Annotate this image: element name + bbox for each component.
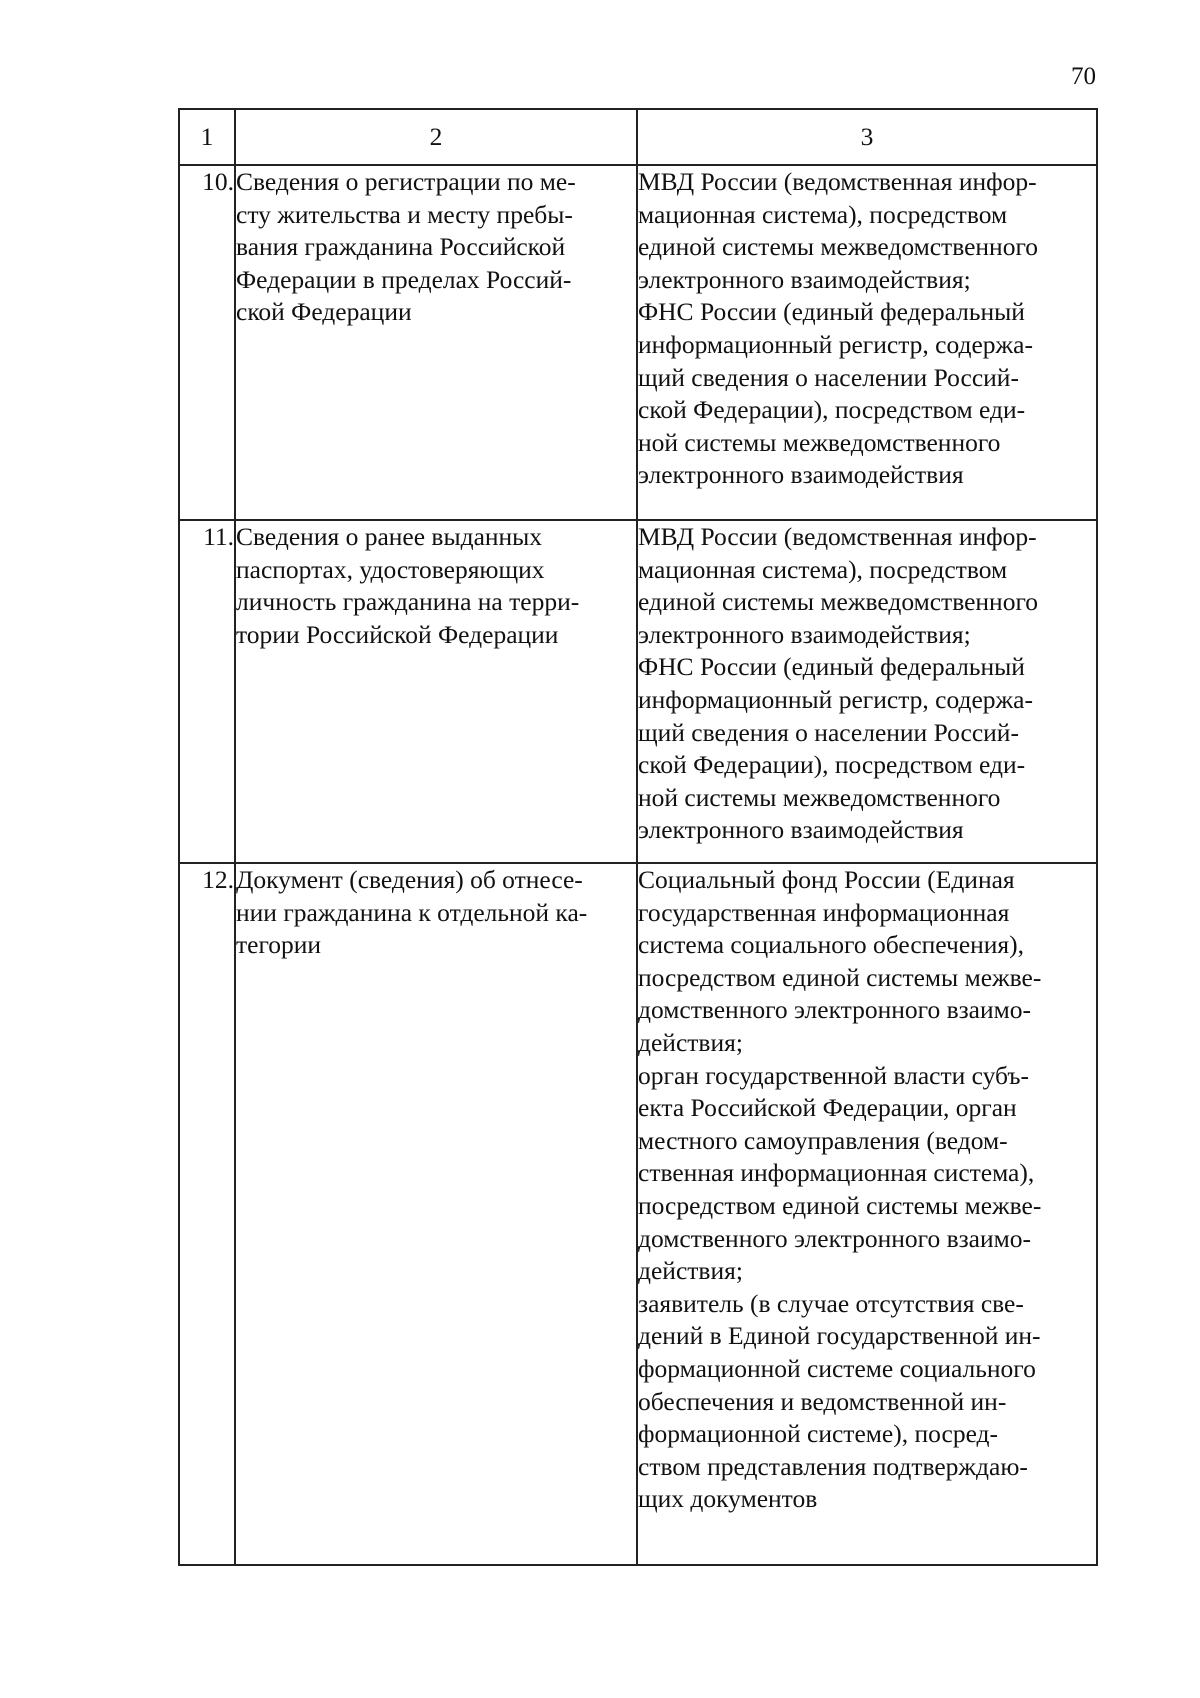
text-line: тории Российской Федерации bbox=[236, 619, 559, 649]
table-header-row bbox=[179, 109, 1097, 165]
column-header-source: 3 bbox=[637, 109, 1097, 165]
text-line: обеспечения и ведомственной ин- bbox=[638, 1386, 1007, 1416]
text-line: действия; bbox=[638, 1027, 743, 1057]
text-line: личность гражданина на терри- bbox=[236, 587, 580, 617]
text-line: домственного электронного взаимо- bbox=[638, 995, 1032, 1025]
text-line: домственного электронного взаимо- bbox=[638, 1223, 1032, 1253]
text-line: информационный регистр, содержа- bbox=[638, 684, 1033, 714]
text-line: паспортах, удостоверяющих bbox=[236, 554, 545, 584]
row-source-cell bbox=[637, 863, 1097, 1565]
row-number: 12. bbox=[179, 863, 235, 1565]
row-number: 10. bbox=[179, 165, 235, 520]
text-line: информационный регистр, содержа- bbox=[638, 329, 1033, 359]
text-line: дений в Единой государственной ин- bbox=[638, 1321, 1041, 1351]
text-line: орган государственной власти субъ- bbox=[638, 1060, 1030, 1090]
text-line: ской Федерации), посредством еди- bbox=[638, 750, 1026, 780]
text-line: Социальный фонд России (Единая bbox=[638, 865, 1015, 894]
text-line: местного самоуправления (ведом- bbox=[638, 1125, 1008, 1155]
row-source-cell bbox=[637, 165, 1097, 520]
column-header-number: 1 bbox=[179, 109, 235, 165]
text-line: Сведения о ранее выданных bbox=[236, 522, 543, 551]
row-name-cell bbox=[235, 520, 637, 863]
text-line: ством представления подтверждаю- bbox=[638, 1451, 1028, 1481]
text-line: ФНС России (единый федеральный bbox=[638, 652, 1025, 682]
text-line: вания гражданина Российской bbox=[236, 232, 566, 262]
text-line: МВД России (ведомственная инфор- bbox=[638, 522, 1037, 551]
text-line: система социального обеспечения), bbox=[638, 930, 1025, 960]
row-name-cell bbox=[235, 165, 637, 520]
text-line: единой системы межведомственного bbox=[638, 587, 1039, 617]
text-line: ной системы межведомственного bbox=[638, 782, 1001, 812]
text-line: Документ (сведения) об отнесе- bbox=[236, 865, 583, 894]
text-line: электронного взаимодействия; bbox=[638, 619, 971, 649]
text-line: тегории bbox=[236, 930, 322, 960]
row-source-cell bbox=[637, 520, 1097, 863]
text-line: Сведения о регистрации по ме- bbox=[236, 167, 576, 196]
text-line: ФНС России (единый федеральный bbox=[638, 297, 1025, 327]
text-line: посредством единой системы межве- bbox=[638, 1190, 1042, 1220]
text-line: формационной системе), посред- bbox=[638, 1419, 999, 1449]
text-line: электронного взаимодействия bbox=[638, 815, 964, 845]
table-row bbox=[179, 863, 1097, 1565]
row-number: 11. bbox=[179, 520, 235, 863]
column-header-name: 2 bbox=[235, 109, 637, 165]
text-line: ской Федерации), посредством еди- bbox=[638, 395, 1026, 425]
text-line: Федерации в пределах Россий- bbox=[236, 264, 572, 294]
text-line: действия; bbox=[638, 1256, 743, 1286]
text-line: щий сведения о населении Россий- bbox=[638, 717, 1019, 747]
text-line: формационной системе социального bbox=[638, 1353, 1036, 1383]
text-line: электронного взаимодействия; bbox=[638, 264, 971, 294]
text-line: мационная система), посредством bbox=[638, 554, 1008, 584]
text-line: заявитель (в случае отсутствия све- bbox=[638, 1288, 1024, 1318]
text-line: екта Российской Федерации, орган bbox=[638, 1093, 1017, 1123]
text-line: ской Федерации bbox=[236, 297, 412, 327]
table-row bbox=[179, 520, 1097, 863]
text-line: сту жительства и месту пребы- bbox=[236, 199, 573, 229]
text-line: посредством единой системы межве- bbox=[638, 962, 1042, 992]
text-line: ной системы межведомственного bbox=[638, 427, 1001, 457]
text-line: электронного взаимодействия bbox=[638, 460, 964, 490]
text-line: щий сведения о населении Россий- bbox=[638, 362, 1019, 392]
text-line: государственная информационная bbox=[638, 897, 1010, 927]
row-name-cell bbox=[235, 863, 637, 1565]
text-line: щих документов bbox=[638, 1484, 818, 1514]
table-row bbox=[179, 165, 1097, 520]
text-line: нии гражданина к отдельной ка- bbox=[236, 897, 588, 927]
document-table bbox=[178, 108, 1098, 1566]
text-line: мационная система), посредством bbox=[638, 199, 1008, 229]
page-number: 70 bbox=[1071, 63, 1096, 90]
text-line: МВД России (ведомственная инфор- bbox=[638, 167, 1037, 196]
text-line: ственная информационная система), bbox=[638, 1158, 1035, 1188]
text-line: единой системы межведомственного bbox=[638, 232, 1039, 262]
